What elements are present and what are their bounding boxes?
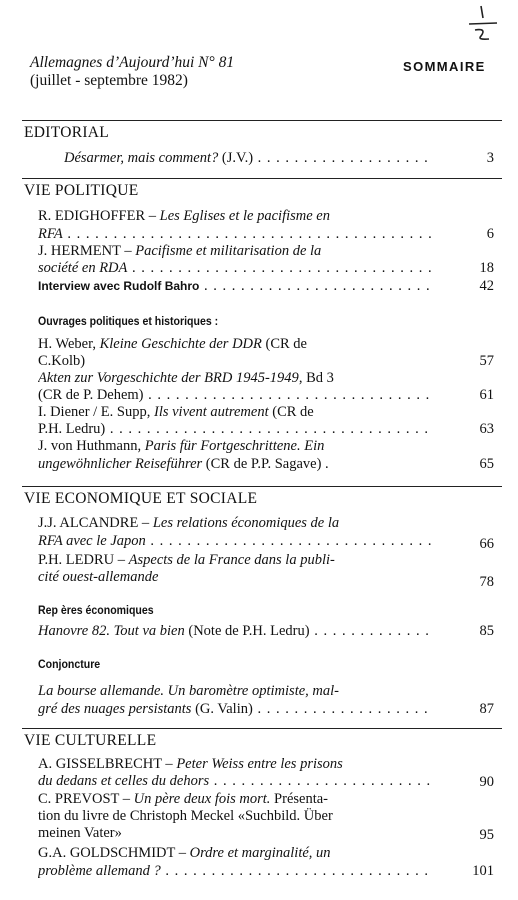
- toc-entry-edighoffer-cont: RFA . . .: [38, 226, 434, 243]
- toc-entry-akten[interactable]: Akten zur Vorgeschichte der BRD 1945-1949, Bd 3: [38, 370, 334, 386]
- toc-entry-herment[interactable]: J. HERMENT – Pacifisme et militarisation de la: [38, 243, 322, 259]
- toc-entry-desarmer[interactable]: Désarmer, mais comment? (J.V.) . . .: [64, 150, 434, 167]
- toc-entry-edighoffer[interactable]: R. EDIGHOFFER – Les Eglises et le pacifisme en: [38, 208, 330, 224]
- page-number: 61: [479, 387, 494, 403]
- toc-entry-bourse[interactable]: La bourse allemande. Un baromètre optimiste, mal-: [38, 683, 339, 699]
- section-culturelle: VIE CULTURELLE: [24, 732, 157, 749]
- page-number: 95: [479, 827, 494, 843]
- page-number: 90: [479, 774, 494, 790]
- page-number: 101: [472, 863, 494, 879]
- section-economique: VIE ECONOMIQUE ET SOCIALE: [24, 490, 258, 507]
- toc-entry-akten-cont: (CR de P. Dehem) . . .: [38, 387, 434, 404]
- toc-entry-prevost-cont: tion du livre de Christoph Meckel «Suchbild. Über: [38, 808, 333, 824]
- toc-entry-ledru[interactable]: P.H. LEDRU – Aspects de la France dans la publi-: [38, 552, 335, 568]
- toc-entry-bourse-cont: gré des nuages persistants (G. Valin) . . .: [38, 701, 434, 718]
- page-number: 3: [486, 150, 494, 166]
- sommaire-heading: SOMMAIRE: [403, 59, 486, 74]
- toc-entry-huthmann[interactable]: J. von Huthmann, Paris für Fortgeschrittene. Ein: [38, 438, 325, 454]
- section-editorial: EDITORIAL: [24, 124, 110, 141]
- issue-dates: (juillet - septembre 1982): [30, 72, 188, 89]
- toc-entry-alcandre[interactable]: J.J. ALCANDRE – Les relations économiques de la: [38, 515, 340, 531]
- subsection-reperes: Rep ères économiques: [38, 603, 154, 617]
- page-number: 78: [479, 574, 494, 590]
- page-number: 66: [479, 536, 494, 552]
- toc-entry-diener[interactable]: I. Diener / E. Supp, Ils vivent autrement (CR de: [38, 404, 314, 420]
- toc-entry-hanovre[interactable]: Hanovre 82. Tout va bien (Note de P.H. Ledru) . . .: [38, 623, 434, 640]
- page-number: 18: [479, 260, 494, 276]
- page-number: 63: [479, 421, 494, 437]
- section-politique: VIE POLITIQUE: [24, 182, 139, 199]
- toc-entry-ledru-cont: cité ouest-allemande: [38, 569, 159, 585]
- toc-entry-prevost-cont2: meinen Vater»: [38, 825, 122, 841]
- toc-entry-weber-cont: C.Kolb): [38, 353, 86, 369]
- journal-header: [30, 54, 234, 90]
- toc-entry-goldschmidt-cont: problème allemand ? . . .: [38, 863, 434, 880]
- subsection-conjoncture: Conjoncture: [38, 657, 101, 671]
- handwritten-page-mark: [463, 2, 503, 46]
- page-number: 65: [479, 456, 494, 472]
- page-number: 87: [479, 701, 494, 717]
- page-number: 6: [486, 226, 494, 242]
- page-number: 57: [479, 353, 494, 369]
- toc-entry-prevost[interactable]: C. PREVOST – Un père deux fois mort. Présenta-: [38, 791, 328, 807]
- toc-entry-herment-cont: société en RDA . . .: [38, 260, 434, 277]
- subsection-ouvrages: Ouvrages politiques et historiques :: [38, 314, 219, 328]
- page-number: 85: [479, 623, 494, 639]
- section-rule: [22, 120, 502, 121]
- journal-title: Allemagnes d’Aujourd’hui N° 81: [30, 54, 235, 71]
- toc-entry-gisselbrecht-cont: du dedans et celles du dehors . . .: [38, 773, 434, 790]
- section-rule: [22, 728, 502, 729]
- toc-entry-alcandre-cont: RFA avec le Japon . . .: [38, 533, 434, 550]
- toc-entry-weber[interactable]: H. Weber, Kleine Geschichte der DDR (CR de: [38, 336, 307, 352]
- section-rule: [22, 178, 502, 179]
- toc-entry-diener-cont: P.H. Ledru) . . .: [38, 421, 434, 438]
- section-rule: [22, 486, 502, 487]
- toc-entry-huthmann-cont: ungewöhnlicher Reiseführer (CR de P.P. Sagave) .: [38, 456, 329, 472]
- toc-entry-gisselbrecht[interactable]: A. GISSELBRECHT – Peter Weiss entre les prisons: [38, 756, 343, 772]
- toc-entry-bahro[interactable]: Interview avec Rudolf Bahro . . .: [38, 278, 434, 295]
- page-number: 42: [479, 278, 494, 294]
- toc-entry-goldschmidt[interactable]: G.A. GOLDSCHMIDT – Ordre et marginalité, un: [38, 845, 331, 861]
